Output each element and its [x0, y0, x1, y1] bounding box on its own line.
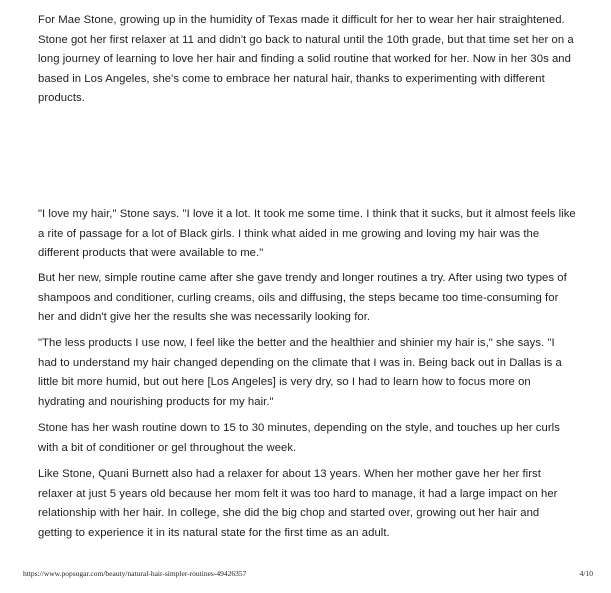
page-number: 4/10 [579, 569, 593, 578]
article-paragraph: But her new, simple routine came after she gave trendy and longer routines a try. After using two types of shampoos and conditioner, curling creams, oils and diffusing, the steps became too time-consuming for her and didn't give her the results she was necessarily looking for. [38, 272, 567, 323]
footer-url: https://www.popsugar.com/beauty/natural-hair-simpler-routines-49426357 [23, 569, 247, 578]
article-paragraph: "I love my hair," Stone says. "I love it a lot. It took me some time. I think that it sucks, but it almost feels like a rite of passage for a lot of Black girls. I think what aided in me growing and loving my hair was the different products that were available to me." [38, 208, 576, 259]
article-paragraph: "The less products I use now, I feel like the better and the healthier and shinier my hair is," she says. "I had to understand my hair changed depending on the climate that I was in. Being back out in Dallas is a little bit more humid, but out here [Los Angeles] is very dry, so I had to learn how to focus more on hydrating and nourishing products for my hair." [38, 337, 562, 408]
article-paragraph: Like Stone, Quani Burnett also had a relaxer for about 13 years. When her mother gave her her first relaxer at just 5 years old because her mom felt it was too hard to manage, it had a large impact on her relationship with her hair. In college, she did the big chop and started over, growing out her hair and getting to experience it in its natural state for the first time as an adult. [38, 468, 558, 539]
article-paragraph: For Mae Stone, growing up in the humidity of Texas made it difficult for her to wear her hair straightened. Stone got her first relaxer at 11 and didn't go back to natural until the 10th grade, but that time set her on a long journey of learning to love her hair and finding a solid routine that worked for her. Now in her 30s and based in Los Angeles, she's come to embrace her natural hair, thanks to experimenting with different products. [38, 14, 574, 104]
article-paragraph: Stone has her wash routine down to 15 to 30 minutes, depending on the style, and touches up her curls with a bit of conditioner or gel throughout the week. [38, 422, 560, 454]
cut-off-text-fragment [38, 0, 138, 1]
